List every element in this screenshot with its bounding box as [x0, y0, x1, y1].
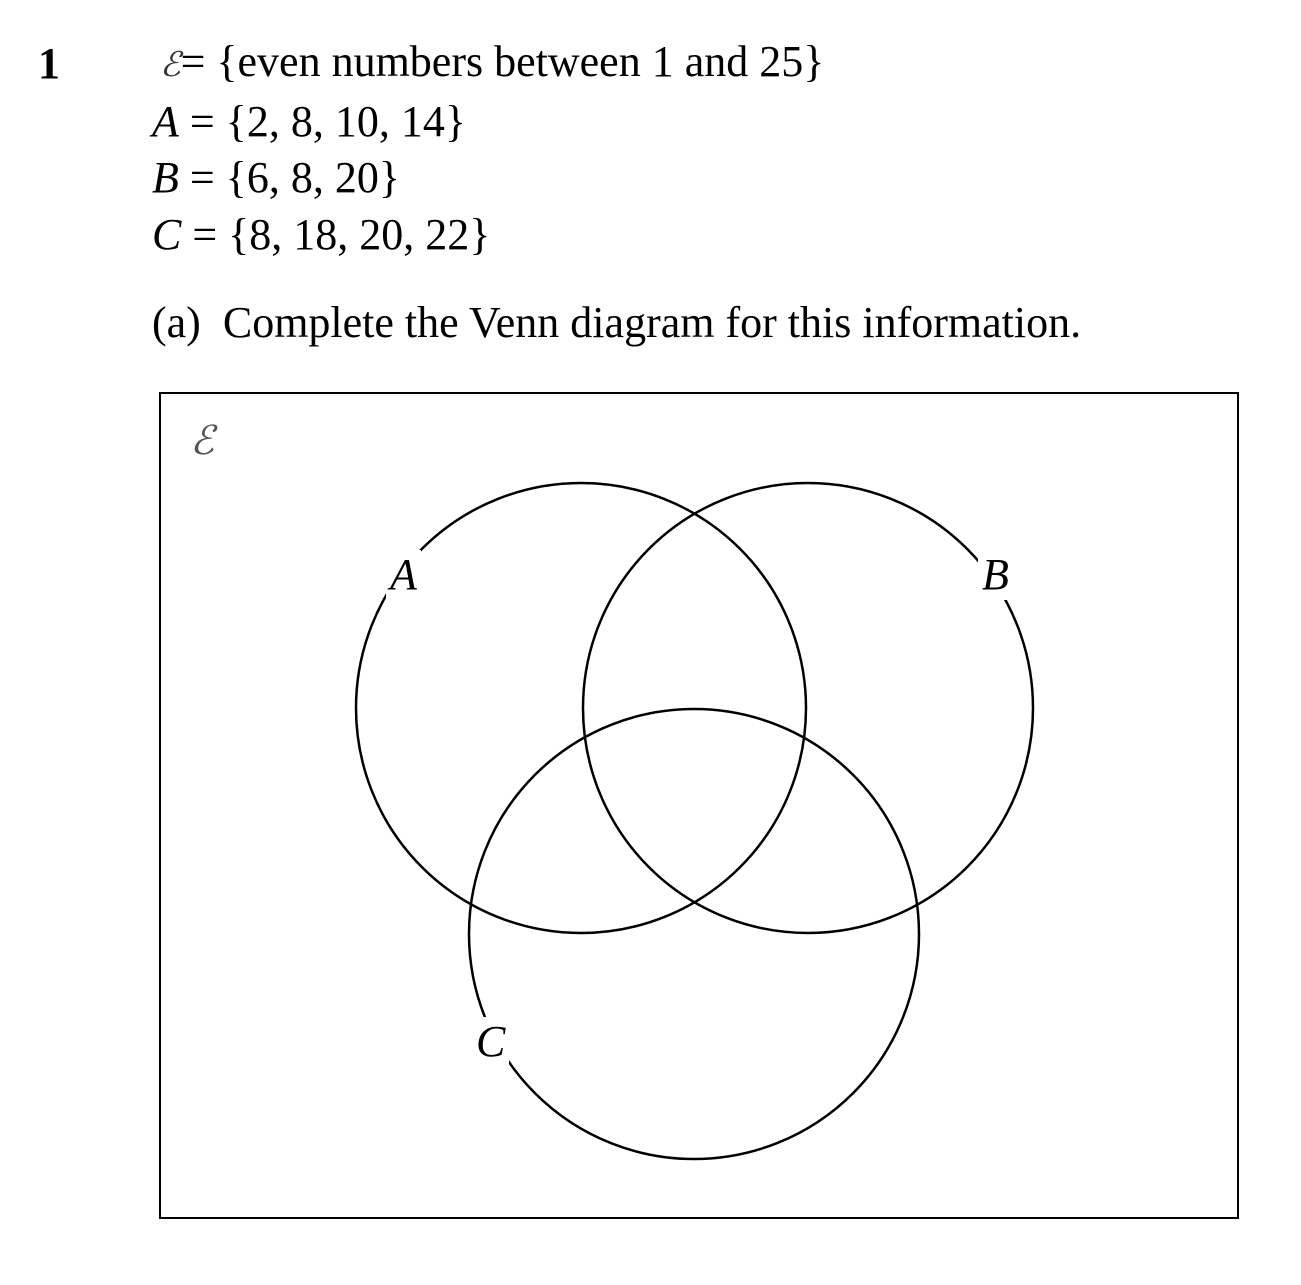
- circle-b[interactable]: [583, 483, 1033, 933]
- set-a-name: A: [152, 97, 179, 146]
- set-c-name: C: [152, 210, 182, 259]
- circle-a[interactable]: [356, 483, 806, 933]
- set-c-definition: = {8, 18, 20, 22}: [181, 210, 491, 259]
- part-a-text: Complete the Venn diagram for this information.: [222, 298, 1082, 347]
- set-b-name: B: [152, 153, 179, 202]
- part-a-label: (a): [152, 298, 201, 347]
- universal-set-symbol: ℰ: [160, 45, 181, 85]
- circle-c[interactable]: [469, 709, 919, 1159]
- venn-label-a: A: [386, 550, 421, 600]
- question-number: 1: [38, 39, 60, 88]
- set-a-definition: = {2, 8, 10, 14}: [178, 97, 466, 146]
- set-b-definition: = {6, 8, 20}: [178, 153, 400, 202]
- universal-set-definition: = {even numbers between 1 and 25}: [180, 37, 825, 86]
- venn-label-c: C: [472, 1017, 509, 1067]
- venn-label-b: B: [978, 550, 1013, 600]
- venn-universal-label: ℰ: [190, 418, 215, 464]
